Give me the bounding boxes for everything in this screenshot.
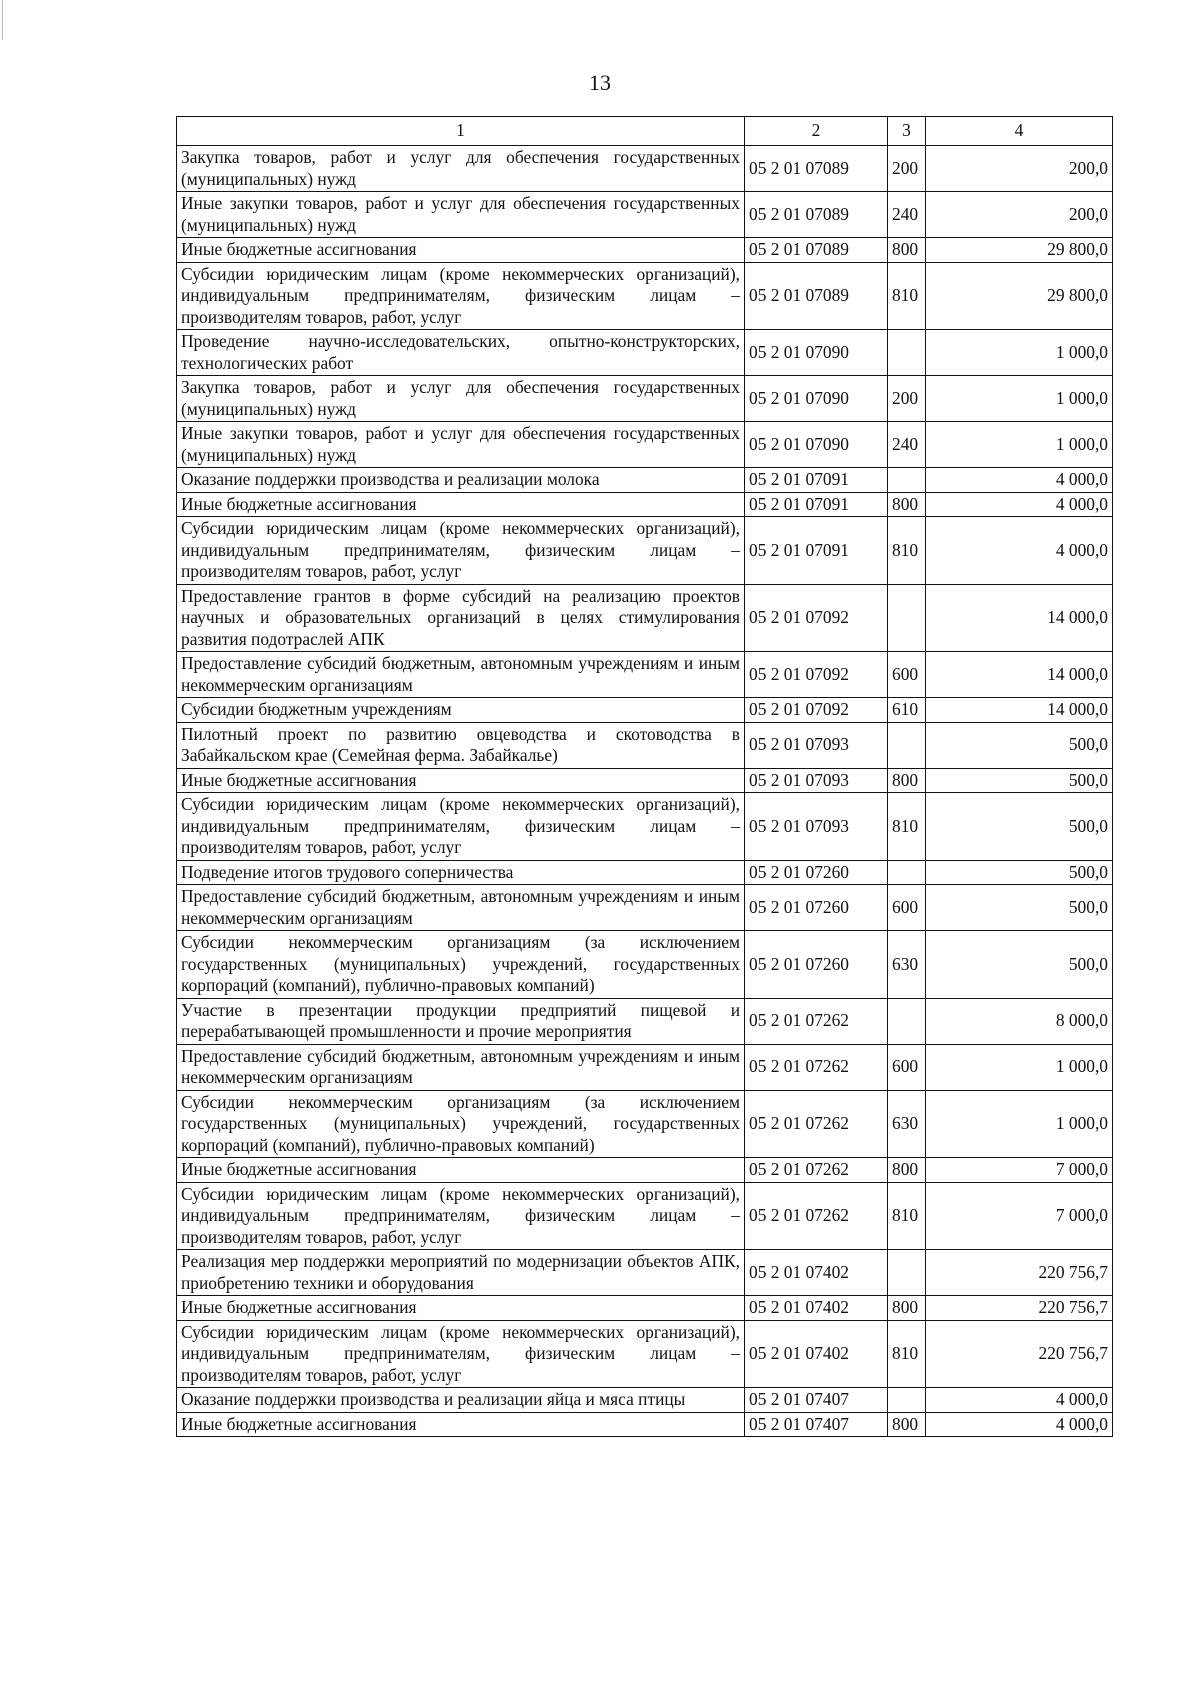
row-expense-kind-cell	[888, 330, 926, 376]
table-row	[177, 376, 1113, 422]
row-amount-cell: 500,0	[926, 931, 1113, 999]
row-amount-cell: 14 000,0	[926, 584, 1113, 652]
row-expense-kind-cell	[888, 998, 926, 1044]
row-expense-kind-cell: 630	[888, 1090, 926, 1158]
table-row	[177, 1158, 1113, 1183]
row-code-cell: 05 2 01 07402	[745, 1250, 888, 1296]
row-expense-kind-cell	[888, 722, 926, 768]
table-row	[177, 492, 1113, 517]
row-name-cell: Иные бюджетные ассигнования	[177, 768, 745, 793]
row-amount-cell: 29 800,0	[926, 238, 1113, 263]
row-expense-kind-cell: 630	[888, 931, 926, 999]
row-name-cell: Подведение итогов трудового соперничества	[177, 860, 745, 885]
table-row	[177, 192, 1113, 238]
row-expense-kind-cell: 610	[888, 698, 926, 723]
table-row	[177, 584, 1113, 652]
table-row	[177, 722, 1113, 768]
row-amount-cell: 200,0	[926, 146, 1113, 192]
row-name-cell: Субсидии некоммерческим организациям (за исключением государственных (муниципальных) учреждений, государственных корпораций (компаний), публично-правовых компаний)	[177, 931, 745, 999]
table-row	[177, 652, 1113, 698]
row-expense-kind-cell: 800	[888, 1296, 926, 1321]
table-row	[177, 1412, 1113, 1437]
row-code-cell: 05 2 01 07407	[745, 1412, 888, 1437]
table-row	[177, 262, 1113, 330]
row-amount-cell: 500,0	[926, 793, 1113, 861]
row-code-cell: 05 2 01 07089	[745, 262, 888, 330]
row-name-cell: Предоставление грантов в форме субсидий на реализацию проектов научных и образовательных организаций в целях стимулирования развития подотраслей АПК	[177, 584, 745, 652]
row-code-cell: 05 2 01 07091	[745, 492, 888, 517]
row-expense-kind-cell: 810	[888, 262, 926, 330]
table-row	[177, 1044, 1113, 1090]
row-expense-kind-cell: 240	[888, 422, 926, 468]
row-amount-cell: 1 000,0	[926, 1044, 1113, 1090]
row-code-cell: 05 2 01 07090	[745, 376, 888, 422]
table-row	[177, 330, 1113, 376]
row-expense-kind-cell: 800	[888, 1158, 926, 1183]
budget-allocation-table	[176, 116, 1113, 1437]
row-amount-cell: 220 756,7	[926, 1296, 1113, 1321]
table-row	[177, 1182, 1113, 1250]
row-expense-kind-cell: 800	[888, 1412, 926, 1437]
column-number-header-row	[177, 117, 1113, 146]
row-code-cell: 05 2 01 07093	[745, 768, 888, 793]
column-header-code: 2	[745, 117, 888, 146]
table-row	[177, 517, 1113, 585]
row-expense-kind-cell: 810	[888, 1182, 926, 1250]
table-row	[177, 860, 1113, 885]
row-name-cell: Предоставление субсидий бюджетным, автономным учреждениям и иным некоммерческим организациям	[177, 885, 745, 931]
row-code-cell: 05 2 01 07262	[745, 1182, 888, 1250]
row-amount-cell: 1 000,0	[926, 1090, 1113, 1158]
table-row	[177, 768, 1113, 793]
row-name-cell: Оказание поддержки производства и реализации яйца и мяса птицы	[177, 1388, 745, 1413]
row-amount-cell: 4 000,0	[926, 1412, 1113, 1437]
row-expense-kind-cell	[888, 468, 926, 493]
row-amount-cell: 1 000,0	[926, 422, 1113, 468]
row-code-cell: 05 2 01 07260	[745, 860, 888, 885]
row-name-cell: Иные бюджетные ассигнования	[177, 1412, 745, 1437]
row-expense-kind-cell: 600	[888, 652, 926, 698]
table-row	[177, 698, 1113, 723]
table-row	[177, 885, 1113, 931]
row-amount-cell: 1 000,0	[926, 376, 1113, 422]
row-amount-cell: 7 000,0	[926, 1182, 1113, 1250]
row-name-cell: Участие в презентации продукции предприятий пищевой и перерабатывающей промышленности и прочие мероприятия	[177, 998, 745, 1044]
row-code-cell: 05 2 01 07090	[745, 330, 888, 376]
row-code-cell: 05 2 01 07093	[745, 722, 888, 768]
row-code-cell: 05 2 01 07402	[745, 1320, 888, 1388]
row-name-cell: Субсидии юридическим лицам (кроме некоммерческих организаций), индивидуальным предпринимателям, физическим лицам – производителям товаров, работ, услуг	[177, 1182, 745, 1250]
row-expense-kind-cell: 810	[888, 517, 926, 585]
row-expense-kind-cell	[888, 584, 926, 652]
row-code-cell: 05 2 01 07260	[745, 885, 888, 931]
table-row	[177, 1320, 1113, 1388]
row-name-cell: Предоставление субсидий бюджетным, автономным учреждениям и иным некоммерческим организациям	[177, 1044, 745, 1090]
row-code-cell: 05 2 01 07402	[745, 1296, 888, 1321]
scan-margin-mark	[2, 0, 3, 40]
row-code-cell: 05 2 01 07262	[745, 1158, 888, 1183]
table-row	[177, 998, 1113, 1044]
row-amount-cell: 500,0	[926, 885, 1113, 931]
row-expense-kind-cell	[888, 1388, 926, 1413]
row-name-cell: Проведение научно-исследовательских, опытно-конструкторских, технологических работ	[177, 330, 745, 376]
row-name-cell: Иные бюджетные ассигнования	[177, 1158, 745, 1183]
table-row	[177, 146, 1113, 192]
row-code-cell: 05 2 01 07091	[745, 468, 888, 493]
row-expense-kind-cell: 800	[888, 492, 926, 517]
row-amount-cell: 4 000,0	[926, 1388, 1113, 1413]
table-row	[177, 1250, 1113, 1296]
column-header-kind: 3	[888, 117, 926, 146]
row-amount-cell: 4 000,0	[926, 468, 1113, 493]
row-amount-cell: 500,0	[926, 768, 1113, 793]
table-body	[177, 146, 1113, 1437]
row-expense-kind-cell: 800	[888, 238, 926, 263]
row-expense-kind-cell: 240	[888, 192, 926, 238]
row-name-cell: Реализация мер поддержки мероприятий по модернизации объектов АПК, приобретению техники и оборудования	[177, 1250, 745, 1296]
row-code-cell: 05 2 01 07093	[745, 793, 888, 861]
row-name-cell: Иные бюджетные ассигнования	[177, 1296, 745, 1321]
row-name-cell: Иные закупки товаров, работ и услуг для обеспечения государственных (муниципальных) нужд	[177, 422, 745, 468]
row-code-cell: 05 2 01 07092	[745, 584, 888, 652]
row-code-cell: 05 2 01 07092	[745, 652, 888, 698]
row-amount-cell: 200,0	[926, 192, 1113, 238]
row-expense-kind-cell: 810	[888, 1320, 926, 1388]
column-header-amount: 4	[926, 117, 1113, 146]
row-name-cell: Закупка товаров, работ и услуг для обеспечения государственных (муниципальных) нужд	[177, 376, 745, 422]
row-name-cell: Субсидии юридическим лицам (кроме некоммерческих организаций), индивидуальным предпринимателям, физическим лицам – производителям товаров, работ, услуг	[177, 793, 745, 861]
row-code-cell: 05 2 01 07262	[745, 1044, 888, 1090]
table-row	[177, 1388, 1113, 1413]
row-name-cell: Субсидии юридическим лицам (кроме некоммерческих организаций), индивидуальным предпринимателям, физическим лицам – производителям товаров, работ, услуг	[177, 1320, 745, 1388]
row-expense-kind-cell: 200	[888, 376, 926, 422]
table-row	[177, 238, 1113, 263]
row-name-cell: Пилотный проект по развитию овцеводства и скотоводства в Забайкальском крае (Семейная ферма. Забайкалье)	[177, 722, 745, 768]
row-code-cell: 05 2 01 07091	[745, 517, 888, 585]
row-name-cell: Субсидии некоммерческим организациям (за исключением государственных (муниципальных) учреждений, государственных корпораций (компаний), публично-правовых компаний)	[177, 1090, 745, 1158]
row-amount-cell: 4 000,0	[926, 492, 1113, 517]
row-name-cell: Иные бюджетные ассигнования	[177, 238, 745, 263]
row-name-cell: Иные закупки товаров, работ и услуг для обеспечения государственных (муниципальных) нужд	[177, 192, 745, 238]
row-code-cell: 05 2 01 07092	[745, 698, 888, 723]
row-code-cell: 05 2 01 07407	[745, 1388, 888, 1413]
table-row	[177, 1090, 1113, 1158]
row-name-cell: Субсидии юридическим лицам (кроме некоммерческих организаций), индивидуальным предпринимателям, физическим лицам – производителям товаров, работ, услуг	[177, 517, 745, 585]
table-row	[177, 422, 1113, 468]
table-row	[177, 793, 1113, 861]
row-code-cell: 05 2 01 07262	[745, 998, 888, 1044]
row-amount-cell: 29 800,0	[926, 262, 1113, 330]
row-name-cell: Субсидии бюджетным учреждениям	[177, 698, 745, 723]
row-code-cell: 05 2 01 07089	[745, 192, 888, 238]
row-expense-kind-cell: 200	[888, 146, 926, 192]
row-amount-cell: 14 000,0	[926, 698, 1113, 723]
row-amount-cell: 500,0	[926, 722, 1113, 768]
row-name-cell: Закупка товаров, работ и услуг для обеспечения государственных (муниципальных) нужд	[177, 146, 745, 192]
row-expense-kind-cell: 810	[888, 793, 926, 861]
row-expense-kind-cell	[888, 860, 926, 885]
row-name-cell: Предоставление субсидий бюджетным, автономным учреждениям и иным некоммерческим организациям	[177, 652, 745, 698]
row-code-cell: 05 2 01 07260	[745, 931, 888, 999]
column-header-name: 1	[177, 117, 745, 146]
row-expense-kind-cell	[888, 1250, 926, 1296]
row-name-cell: Иные бюджетные ассигнования	[177, 492, 745, 517]
table-row	[177, 1296, 1113, 1321]
row-amount-cell: 8 000,0	[926, 998, 1113, 1044]
row-expense-kind-cell: 600	[888, 1044, 926, 1090]
table-row	[177, 468, 1113, 493]
row-code-cell: 05 2 01 07089	[745, 146, 888, 192]
row-amount-cell: 14 000,0	[926, 652, 1113, 698]
row-amount-cell: 220 756,7	[926, 1250, 1113, 1296]
row-amount-cell: 500,0	[926, 860, 1113, 885]
row-expense-kind-cell: 800	[888, 768, 926, 793]
row-amount-cell: 4 000,0	[926, 517, 1113, 585]
row-amount-cell: 220 756,7	[926, 1320, 1113, 1388]
row-code-cell: 05 2 01 07090	[745, 422, 888, 468]
row-name-cell: Оказание поддержки производства и реализации молока	[177, 468, 745, 493]
row-expense-kind-cell: 600	[888, 885, 926, 931]
table-row	[177, 931, 1113, 999]
row-amount-cell: 7 000,0	[926, 1158, 1113, 1183]
page-number: 13	[589, 70, 611, 95]
row-name-cell: Субсидии юридическим лицам (кроме некоммерческих организаций), индивидуальным предпринимателям, физическим лицам – производителям товаров, работ, услуг	[177, 262, 745, 330]
row-code-cell: 05 2 01 07262	[745, 1090, 888, 1158]
row-code-cell: 05 2 01 07089	[745, 238, 888, 263]
row-amount-cell: 1 000,0	[926, 330, 1113, 376]
